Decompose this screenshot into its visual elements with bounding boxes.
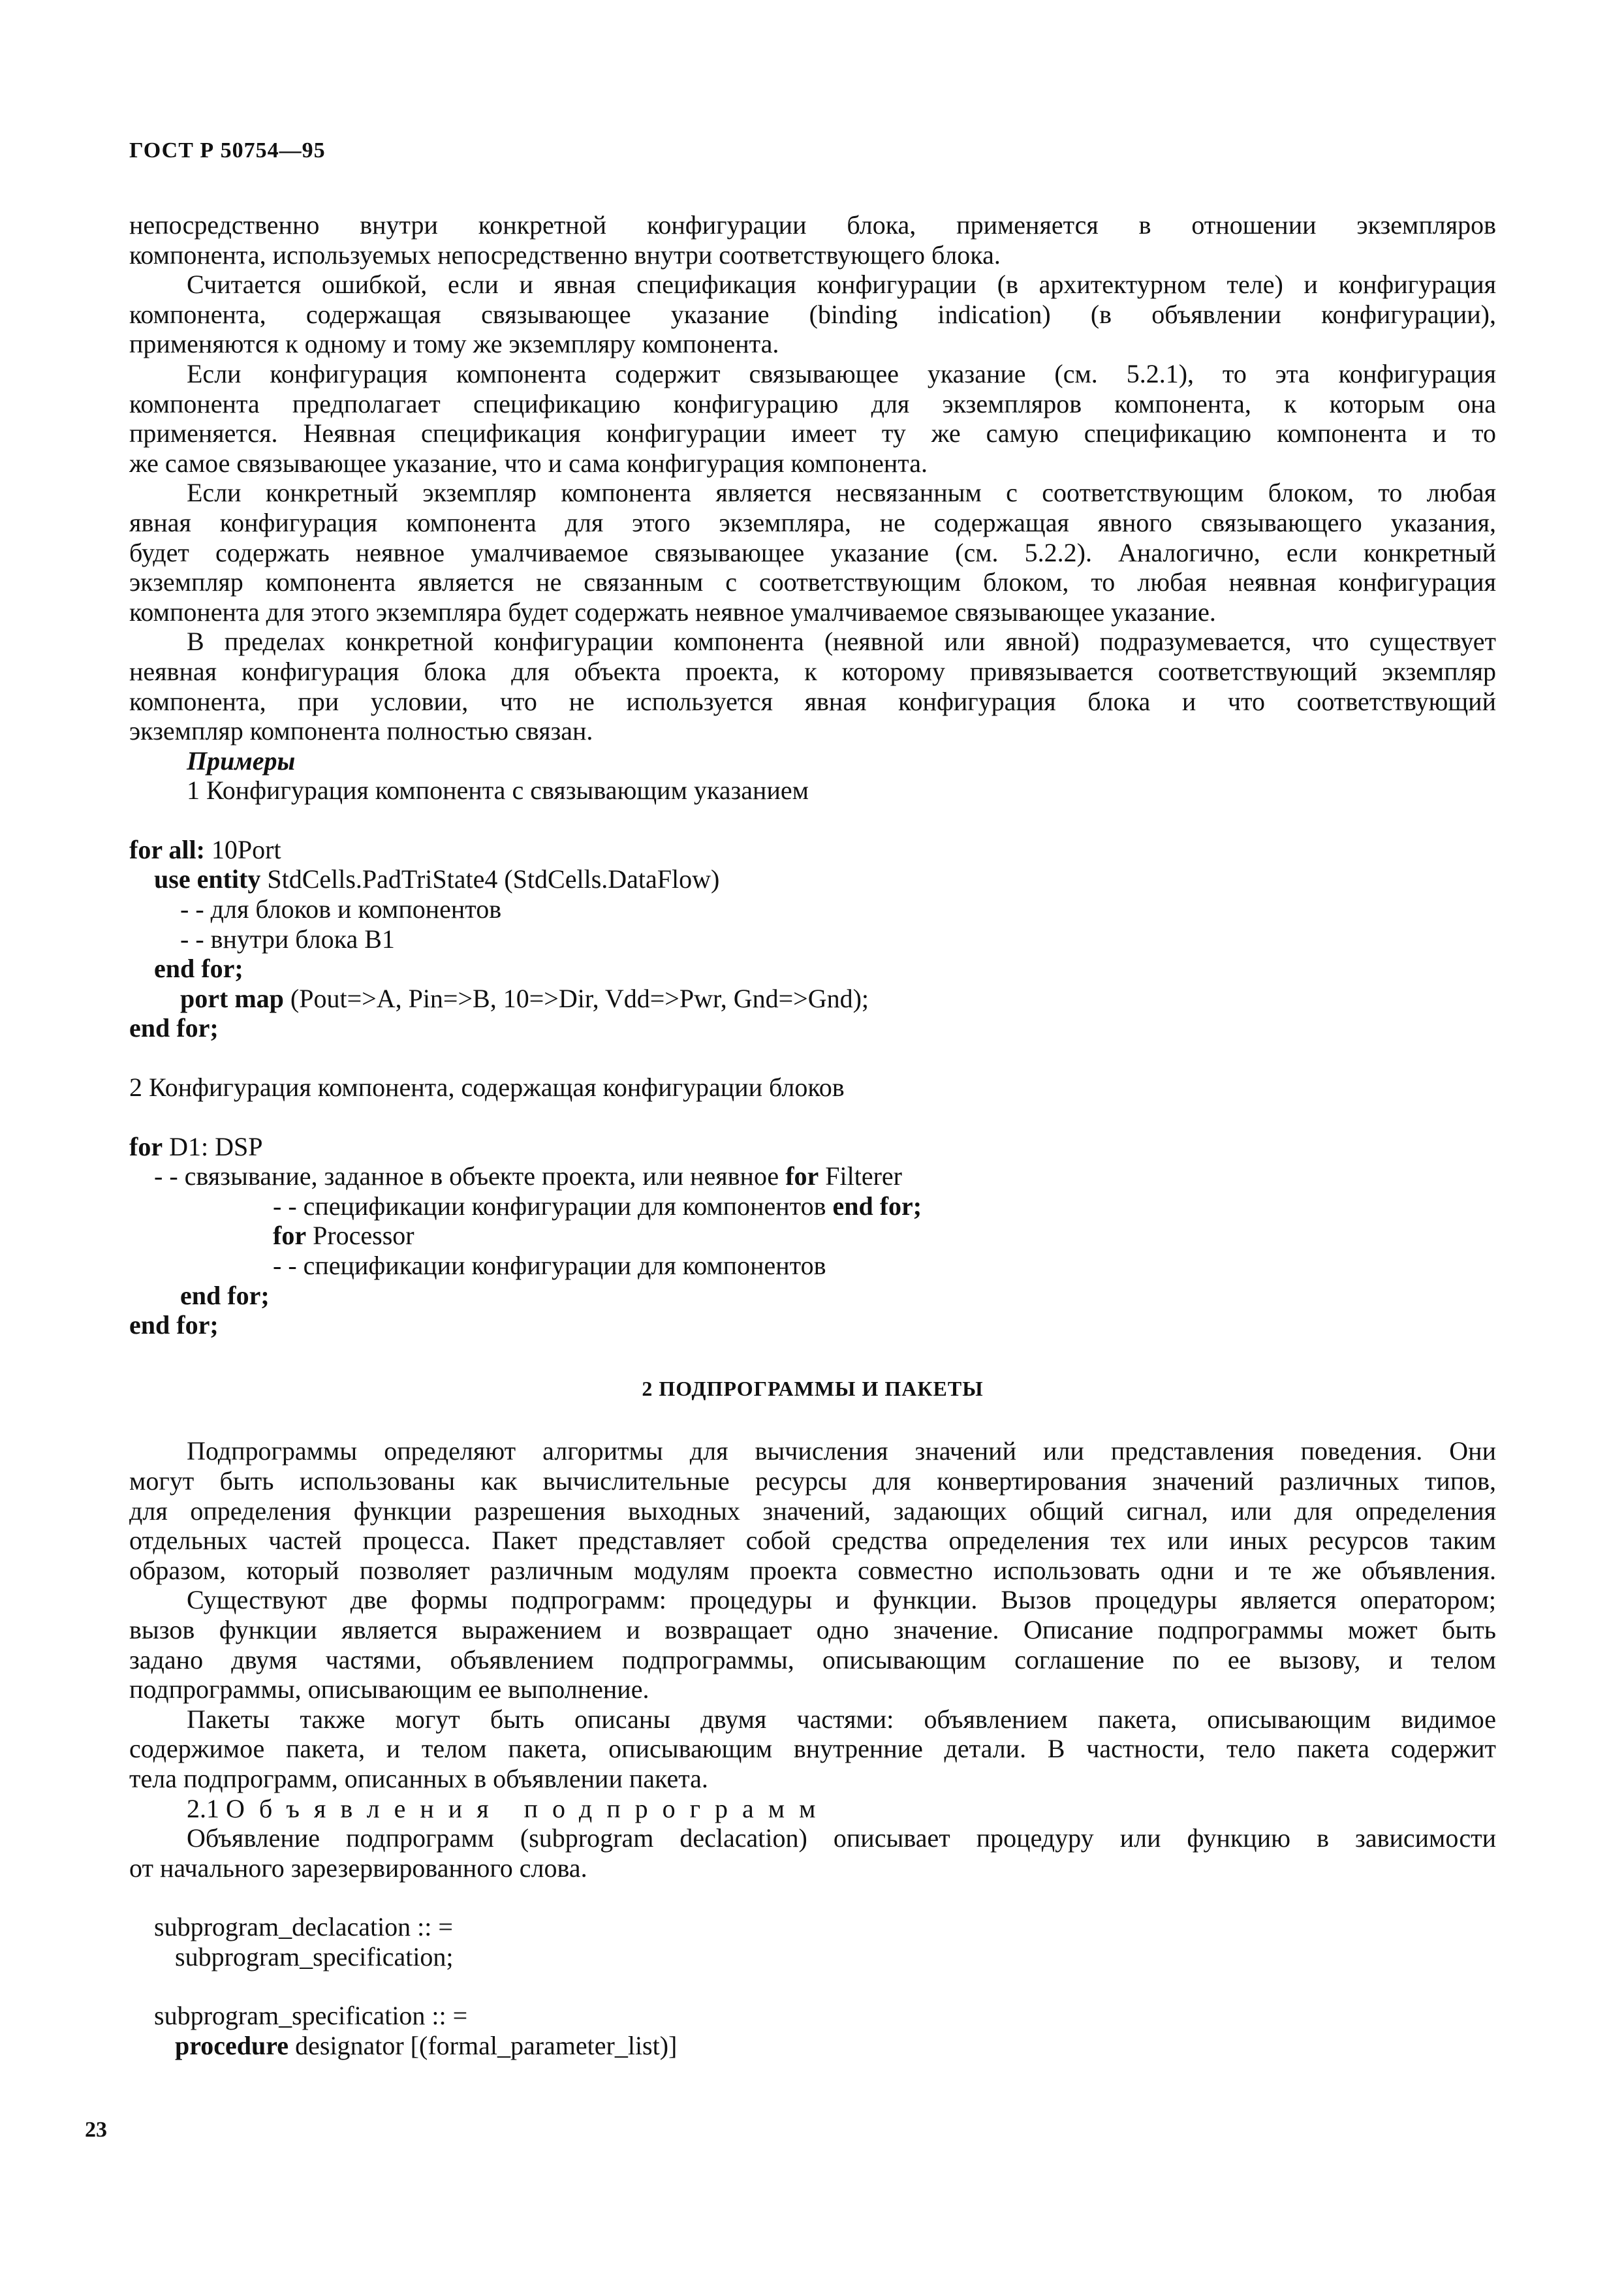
text-line: применяются к одному и тому же экземпляру компонента. [129,329,779,359]
text-line: образом, который позволяет различным модулям проекта совместно использовать одни и те же объявления. [129,1555,1496,1585]
text-line: задано двумя частями, объявлением подпрограммы, описывающим соглашение по ее вызову, и телом [129,1644,1496,1674]
text-line: применяется. Неявная спецификация конфигурации имеет ту же самую спецификацию компонента и то [129,418,1496,448]
code-keyword: end for; [832,1191,922,1221]
text-line: компонента, используемых непосредственно внутри соответствующего блока. [129,240,1001,270]
code-keyword: for [129,1131,163,1161]
text-line: будет содержать неявное умалчиваемое связывающее указание (см. 5.2.2). Аналогично, если конкретный [129,537,1496,567]
code-keyword: end for; [129,1013,219,1043]
code-keyword: procedure [175,2031,289,2061]
subsection-heading [129,1794,1496,1824]
text-line: Подпрограммы определяют алгоритмы для вычисления значений или представления поведения. Они [187,1436,1496,1466]
text-line: для определения функции разрешения выходных значений, задающих общий сигнал, или для определения [129,1496,1496,1526]
text-line: Существуют две формы подпрограмм: процедуры и функции. Вызов процедуры является оператором; [187,1585,1496,1615]
code-keyword: for [273,1221,307,1251]
subsection-number: 2.1 [187,1793,219,1823]
text-line: отдельных частей процесса. Пакет представляет собой средства определения тех или иных ресурсов таким [129,1526,1496,1556]
text-line: тела подпрограмм, описанных в объявлении пакета. [129,1763,708,1793]
text-line: Считается ошибкой, если и явная спецификация конфигурации (в архитектурном теле) и конфигурация [187,270,1496,300]
code-text: subprogram_specification :: = [154,2001,468,2031]
example-1-title: 1 Конфигурация компонента с связывающим указанием [187,776,809,806]
code-example-1 [129,835,1496,1043]
code-keyword: use entity [154,864,261,894]
text-line: явная конфигурация компонента для этого экземпляра, не содержащая явного связывающего указания, [129,507,1496,537]
code-grammar [129,1912,1496,2060]
example-2-title: 2 Конфигурация компонента, содержащая конфигурации блоков [129,1073,845,1103]
code-text: Filterer [819,1161,902,1191]
text-line: непосредственно внутри конкретной конфигурации блока, применяется в отношении экземпляров [129,210,1496,240]
code-comment: - - спецификации конфигурации для компонентов [273,1251,826,1280]
code-text: (Pout=>A, Pin=>B, 10=>Dir, Vdd=>Pwr, Gnd=>Gnd); [283,983,869,1013]
text-line: же самое связывающее указание, что и сама конфигурация компонента. [129,448,928,478]
page-header: ГОСТ Р 50754—95 [129,138,326,163]
text-line: компонента для этого экземпляра будет содержать неявное умалчиваемое связывающее указание. [129,597,1216,627]
text-line: вызов функции является выражением и возвращает одно значение. Описание подпрограммы может быть [129,1614,1496,1644]
examples-label: Примеры [187,746,296,776]
text-line: содержимое пакета, и телом пакета, описывающим внутренние детали. В частности, тело пакета содержит [129,1734,1496,1764]
code-comment: - - связывание, заданное в объекте проекта, или неявное [154,1161,786,1191]
text-line: Если конфигурация компонента содержит связывающее указание (см. 5.2.1), то эта конфигурация [187,358,1496,388]
text-line: экземпляр компонента полностью связан. [129,716,593,746]
code-keyword: for all: [129,834,205,864]
text-line: Если конкретный экземпляр компонента является несвязанным с соответствующим блоком, то любая [187,478,1496,508]
text-line: компонента, при условии, что не используется явная конфигурация блока и что соответствующий [129,686,1496,716]
code-keyword: end for; [154,954,243,984]
body-text [129,210,1496,2061]
code-keyword: for [785,1161,819,1191]
page-number: 23 [85,2118,107,2142]
text-line: В пределах конкретной конфигурации компонента (неявной или явной) подразумевается, что существует [187,627,1496,657]
code-text: StdCells.PadTriState4 (StdCells.DataFlow) [260,864,720,894]
text-line: Пакеты также могут быть описаны двумя частями: объявлением пакета, описывающим видимое [187,1704,1496,1734]
section-title: 2 ПОДПРОГРАММЫ И ПАКЕТЫ [642,1376,984,1400]
code-text: designator [(formal_parameter_list)] [289,2031,678,2061]
code-comment: - - внутри блока B1 [180,924,395,954]
code-text: subprogram_specification; [175,1941,454,1971]
code-keyword: port map [180,983,284,1013]
text-line: компонента, содержащая связывающее указание (binding indication) (в объявлении конфигурации), [129,299,1496,329]
text-line: экземпляр компонента является не связанным с соответствующим блоком, то любая неявная конфигурация [129,567,1496,597]
code-comment: - - спецификации конфигурации для компонентов [273,1191,833,1221]
code-example-2 [129,1132,1496,1340]
code-text: D1: DSP [163,1131,263,1161]
code-keyword: end for; [129,1310,219,1340]
text-line: Объявление подпрограмм (subprogram declacation) описывает процедуру или функцию в зависимости [187,1823,1496,1853]
text-line: от начального зарезервированного слова. [129,1853,587,1883]
text-line: могут быть использованы как вычислительные ресурсы для конвертирования значений различных типов, [129,1466,1496,1496]
text-line: компонента предполагает спецификацию конфигурацию для экземпляров компонента, к которым она [129,388,1496,418]
text-line: подпрограммы, описывающим ее выполнение. [129,1674,649,1704]
code-text: subprogram_declacation :: = [154,1912,453,1942]
code-text: 10Port [204,834,281,864]
code-text: Processor [306,1221,414,1251]
code-comment: - - для блоков и компонентов [180,894,502,924]
code-keyword: end for; [180,1280,270,1310]
text-line: неявная конфигурация блока для объекта проекта, к которому привязывается соответствующий экземпляр [129,656,1496,686]
subsection-title: Объявления подпрограмм [226,1793,830,1823]
